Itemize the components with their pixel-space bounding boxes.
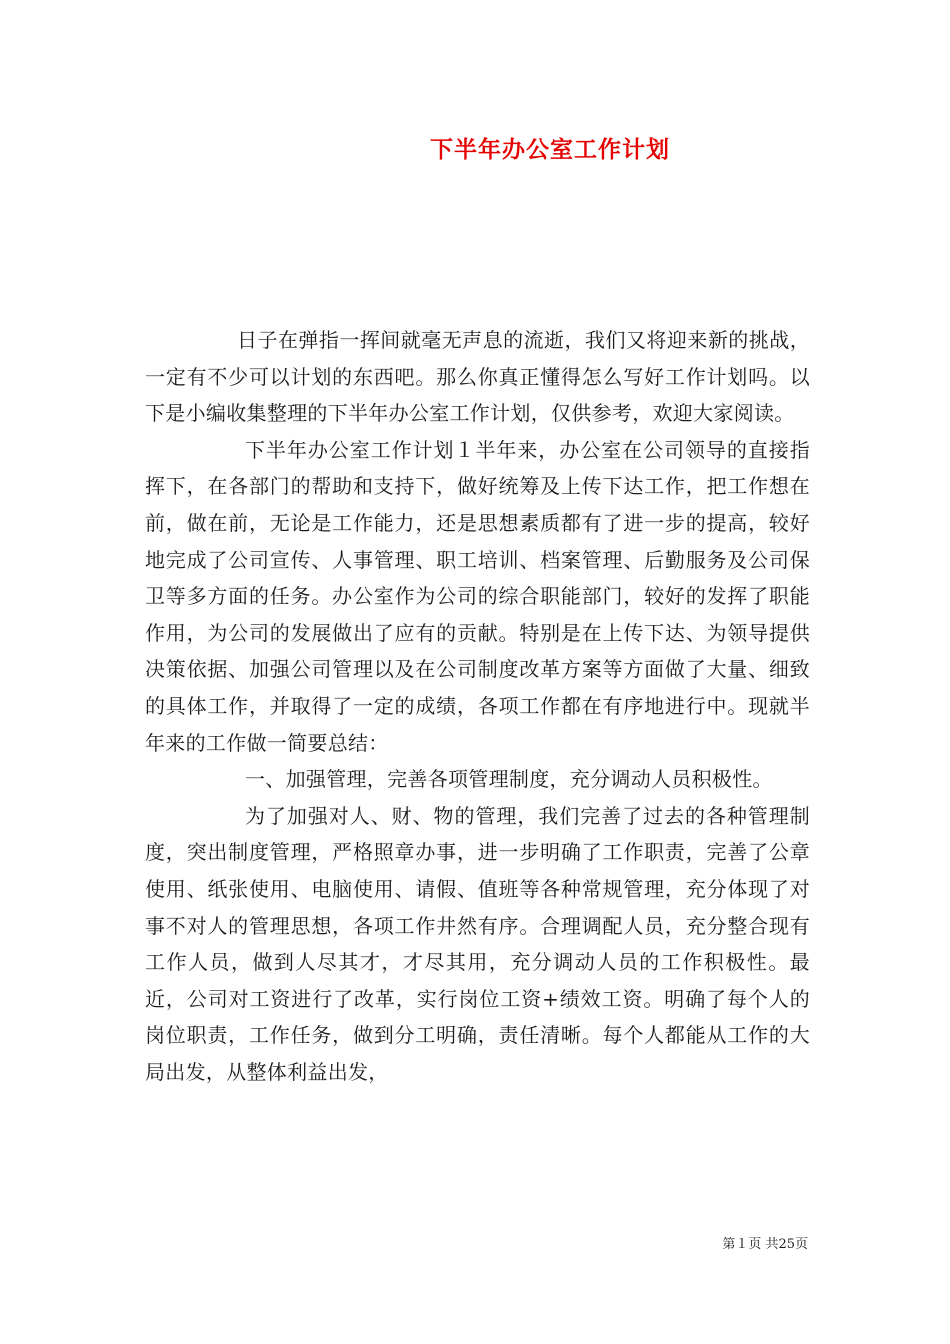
page-number-footer: 第１页 共25页	[722, 1237, 808, 1252]
paragraph-management: 为了加强对人、财、物的管理，我们完善了过去的各种管理制度，突出制度管理，严格照章办事，进一步明确了工作职责，完善了公章使用、纸张使用、电脑使用、请假、值班等各种常规管理，充分体现了对事不对人的管理思想，各项工作井然有序。合理调配人员，充分整合现有工作人员，做到人尽其才，才尽其用，充分调动人员的工作积极性。最近，公司对工资进行了改革，实行岗位工资+绩效工资。明确了每个人的岗位职责，工作任务，做到分工明确，责任清晰。每个人都能从工作的大局出发，从整体利益出发，	[145, 803, 810, 1084]
section-heading-1: 一、加强管理，完善各项管理制度，充分调动人员积极性。	[245, 767, 773, 792]
document-body	[145, 322, 810, 1090]
paragraph-intro: 日子在弹指一挥间就毫无声息的流逝，我们又将迎来新的挑战，一定有不少可以计划的东西吧。那么你真正懂得怎么写好工作计划吗。以下是小编收集整理的下半年办公室工作计划，仅供参考，欢迎大家阅读。	[145, 328, 810, 426]
paragraph-summary: 下半年办公室工作计划１半年来，办公室在公司领导的直接指挥下，在各部门的帮助和支持下，做好统筹及上传下达工作，把工作想在前，做在前，无论是工作能力，还是思想素质都有了进一步的提高，较好地完成了公司宣传、人事管理、职工培训、档案管理、后勤服务及公司保卫等多方面的任务。办公室作为公司的综合职能部门，较好的发挥了职能作用，为公司的发展做出了应有的贡献。特别是在上传下达、为领导提供决策依据、加强公司管理以及在公司制度改革方案等方面做了大量、细致的具体工作，并取得了一定的成绩，各项工作都在有序地进行中。现就半年来的工作做一简要总结：	[145, 437, 810, 755]
document-title: 下半年办公室工作计划	[430, 137, 670, 163]
